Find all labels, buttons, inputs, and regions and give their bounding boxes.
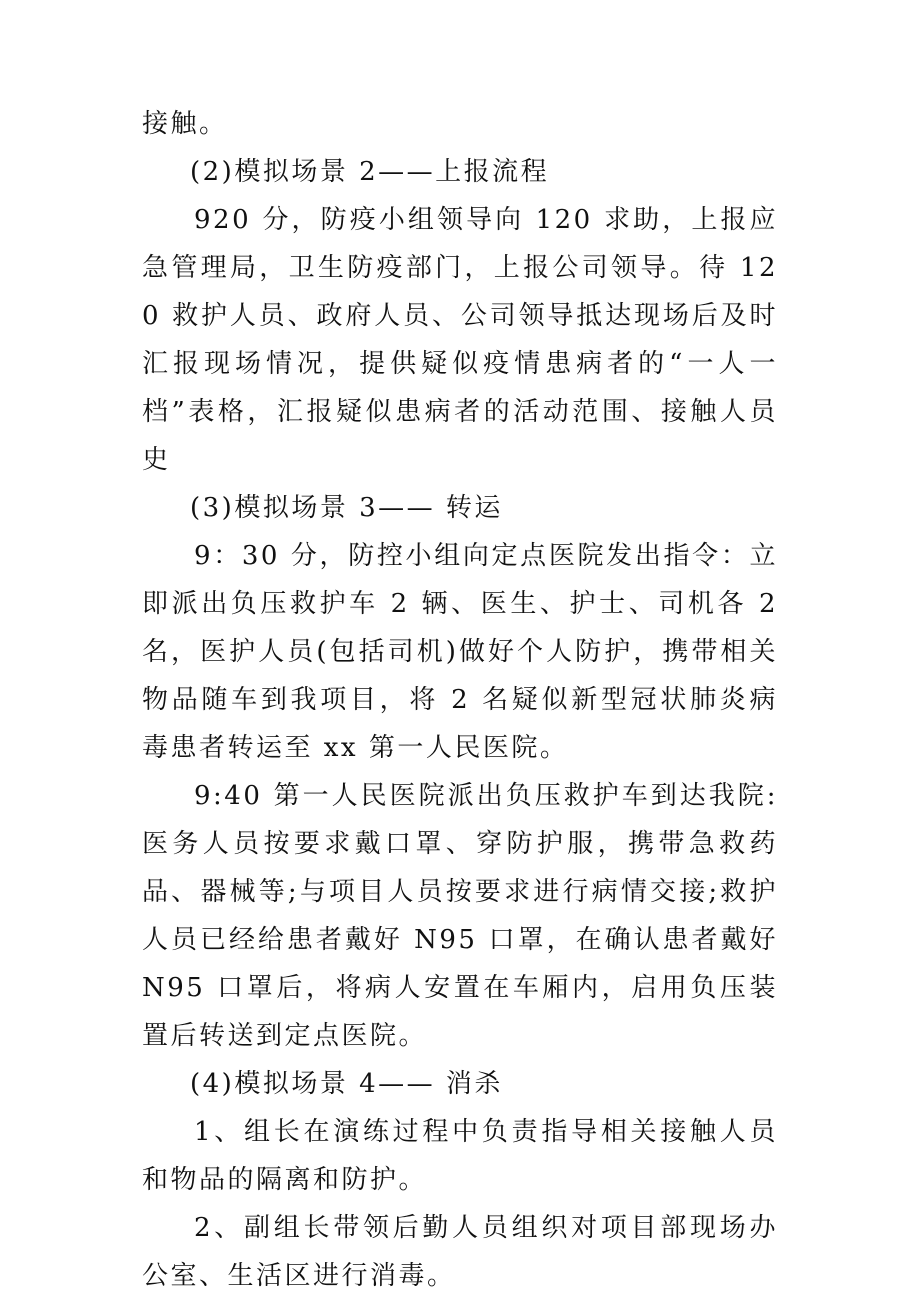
paragraph-disinfection-item-1: 1、组长在演练过程中负责指导相关接触人员和物品的隔离和防护。 (142, 1117, 778, 1195)
paragraph-ambulance-arrival: 9:40 第一人民医院派出负压救护车到达我院: 医务人员按要求戴口罩、穿防护服，携带急救药品、器械等;与项目人员按要求进行病情交接;救护人员已经给患者戴好 N95 口罩，在确认患者戴好 N95 口罩后，将病人安置在车厢内，启用负压装置后转送到定点医院。 (142, 781, 778, 1051)
section-heading-scene-2: (2)模拟场景 2——上报流程 (190, 157, 550, 187)
section-heading-scene-4: (4)模拟场景 4—— 消杀 (190, 1069, 503, 1099)
section-heading-scene-3: (3)模拟场景 3—— 转运 (190, 493, 503, 523)
paragraph-transfer-order: 9：30 分，防控小组向定点医院发出指令：立即派出负压救护车 2 辆、医生、护士、司机各 2 名，医护人员(包括司机)做好个人防护，携带相关物品随车到我项目，将 2 名疑似新型冠状肺炎病毒患者转运至 xx 第一人民医院。 (142, 541, 778, 763)
paragraph-continuation: 接触。 (142, 109, 228, 139)
paragraph-disinfection-item-2: 2、副组长带领后勤人员组织对项目部现场办公室、生活区进行消毒。 (142, 1213, 778, 1291)
paragraph-reporting-process: 920 分，防疫小组领导向 120 求助，上报应急管理局，卫生防疫部门，上报公司领导。待 120 救护人员、政府人员、公司领导抵达现场后及时汇报现场情况，提供疑似疫情患病者的“一人一档”表格，汇报疑似患病者的活动范围、接触人员史 (142, 205, 778, 475)
